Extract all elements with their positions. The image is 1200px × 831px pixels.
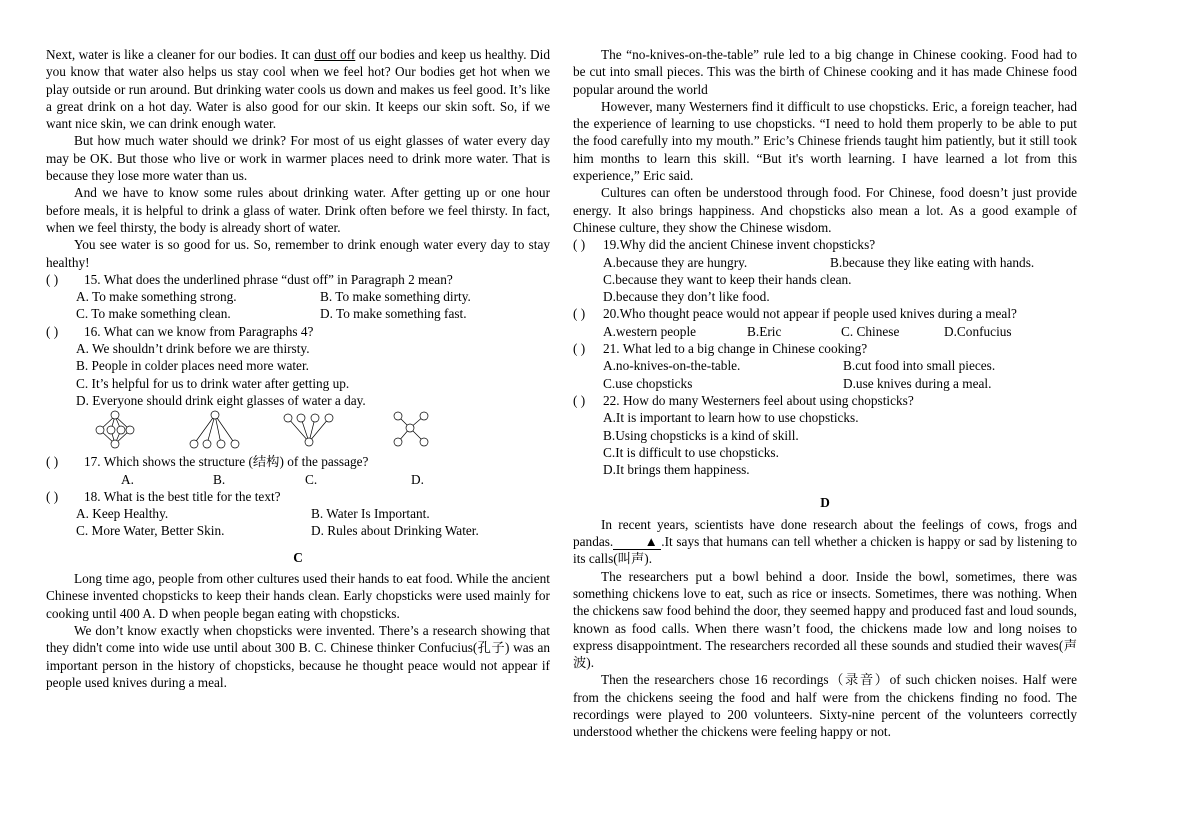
passage-d-paragraph-1: In recent years, scientists have done research about the feelings of cows, frogs and pandas. ▲ .It says that humans can tell whether a chicken is happy or sad by listening to its calls(叫声). bbox=[573, 516, 1077, 567]
structure-diagrams bbox=[46, 410, 550, 450]
option-c: C. Chinese bbox=[841, 323, 900, 339]
option-b: B.cut food into small pieces. bbox=[843, 358, 996, 374]
question-22-options bbox=[573, 409, 1077, 478]
option-d: D. Rules about Drinking Water. bbox=[311, 523, 479, 539]
option-c: C. To make something clean. bbox=[76, 306, 231, 322]
question-16-options bbox=[46, 340, 550, 409]
question-19: ( ) 19.Why did the ancient Chinese invent chopsticks? bbox=[573, 237, 876, 253]
fill-in-blank[interactable]: ▲ bbox=[613, 535, 661, 550]
question-19-options bbox=[573, 254, 1077, 306]
option-d: D.because they don’t like food. bbox=[603, 289, 770, 305]
option-b: B. To make something dirty. bbox=[320, 289, 471, 305]
option-d: D. bbox=[411, 471, 424, 487]
option-d: D.It brings them happiness. bbox=[603, 462, 750, 478]
question-15-options bbox=[46, 288, 550, 323]
option-a: A. To make something strong. bbox=[76, 289, 237, 305]
answer-blank[interactable]: ( ) bbox=[573, 392, 586, 408]
question-20-options bbox=[573, 323, 1077, 340]
option-a: A. Keep Healthy. bbox=[76, 506, 169, 522]
option-b: B. bbox=[213, 471, 226, 487]
passage-d-paragraph-3: Then the researchers chose 16 recordings（录音）of such chicken noises. Half were from the chickens seeing the food and half were from the chickens finding no food. The recordings were played to 200 volunteers. Sixty-nine percent of the volunteers correctly understood whether the chickens were feeling happy or not. bbox=[573, 672, 1077, 740]
passage-c-paragraph-1: Long time ago, people from other cultures used their hands to eat food. While the ancient Chinese invented chopsticks to keep their hands clean. Early chopsticks were used mainly for cooking until 400 A. D when people began eating with chopsticks. bbox=[46, 571, 550, 621]
option-d: D.Confucius bbox=[944, 323, 1012, 339]
question-18: ( ) 18. What is the best title for the text? bbox=[46, 488, 281, 504]
option-c: C.because they want to keep their hands clean. bbox=[603, 271, 852, 287]
section-heading-c: C bbox=[293, 549, 303, 565]
passage-b-paragraph-2: But how much water should we drink? For most of us eight glasses of water every day may be OK. But those who live or work in warmer places need to drink more water. That is because they lose more water than us. bbox=[46, 133, 550, 184]
option-c: C. It’s helpful for us to drink water after getting up. bbox=[76, 375, 350, 391]
question-16: ( ) 16. What can we know from Paragraphs 4? bbox=[46, 323, 314, 339]
structure-diagram-d bbox=[390, 410, 434, 450]
option-c: C.use chopsticks bbox=[603, 375, 693, 391]
question-17-options bbox=[46, 471, 550, 488]
option-b: B.Using chopsticks is a kind of skill. bbox=[603, 427, 799, 443]
passage-c-paragraph-4: However, many Westerners find it difficult to use chopsticks. Eric, a foreign teacher, had the experience of learning to use chopsticks. “I need to hold them properly to be able to put the food carefully into my mouth.” Eric’s Chinese friends taught him patiently, but it still took him months to learn this skill. “But it's worth learning. I have learned a lot from this experience,” Eric said. bbox=[573, 98, 1077, 184]
option-d: D.use knives during a meal. bbox=[843, 375, 992, 391]
left-column bbox=[46, 46, 550, 691]
option-a: A.western people bbox=[603, 323, 697, 339]
passage-c-paragraph-3: The “no-knives-on-the-table” rule led to a big change in Chinese cooking. Food had to be cut into small pieces. This was the birth of Chinese cooking and it has made Chinese food popular around the world bbox=[573, 47, 1077, 97]
question-21: ( ) 21. What led to a big change in Chinese cooking? bbox=[573, 341, 868, 357]
answer-blank[interactable]: ( ) bbox=[46, 323, 59, 339]
option-d: D. Everyone should drink eight glasses of water a day. bbox=[76, 392, 366, 408]
answer-blank[interactable]: ( ) bbox=[573, 237, 586, 253]
answer-blank[interactable]: ( ) bbox=[46, 271, 59, 287]
answer-blank[interactable]: ( ) bbox=[46, 454, 59, 470]
option-b: B. People in colder places need more water. bbox=[76, 358, 309, 374]
structure-diagram-c bbox=[282, 410, 336, 450]
option-c: C. More Water, Better Skin. bbox=[76, 523, 225, 539]
question-15: ( ) 15. What does the underlined phrase “dust off” in Paragraph 2 mean? bbox=[46, 271, 453, 287]
option-a: A. bbox=[121, 471, 134, 487]
option-b: B.because they like eating with hands. bbox=[830, 254, 1035, 270]
question-20: ( ) 20.Who thought peace would not appear if people used knives during a meal? bbox=[573, 306, 1017, 322]
passage-b-paragraph-4: You see water is so good for us. So, remember to drink enough water every day to stay healthy! bbox=[46, 237, 550, 270]
answer-blank[interactable]: ( ) bbox=[573, 306, 586, 322]
structure-diagram-a bbox=[92, 410, 138, 450]
question-17: ( ) 17. Which shows the structure (结构) of the passage? bbox=[46, 454, 369, 470]
option-b: B. Water Is Important. bbox=[311, 506, 430, 522]
question-21-options bbox=[573, 357, 1077, 392]
option-a: A.It is important to learn how to use chopsticks. bbox=[603, 410, 859, 426]
option-c: C.It is difficult to use chopsticks. bbox=[603, 444, 779, 460]
answer-blank[interactable]: ( ) bbox=[46, 488, 59, 504]
underlined-phrase: dust off bbox=[314, 47, 356, 62]
option-a: A.no-knives-on-the-table. bbox=[603, 358, 741, 374]
passage-b-paragraph-3: And we have to know some rules about drinking water. After getting up or one hour before meals, it is helpful to drink a glass of water. Drink often before we feel thirsty. In fact, when we feel thirsty, the body is already short of water. bbox=[46, 185, 550, 235]
passage-b-paragraph-1: Next, water is like a cleaner for our bodies. It can dust off our bodies and keep us healthy. Did you know that water also helps us stay cool when we feel hot? Our bodies get hot when we play outside or run around. But drinking water cools us down and makes us feel good. It’s like a great drink on a hot day. Water is also good for our skin. It keeps our skin soft. So, if we want nice skin, we can drink enough water. bbox=[46, 47, 550, 132]
structure-diagram-b bbox=[188, 410, 242, 450]
question-18-options bbox=[46, 505, 550, 540]
question-22: ( ) 22. How do many Westerners feel about using chopsticks? bbox=[573, 392, 914, 408]
option-b: B.Eric bbox=[747, 323, 782, 339]
option-d: D. To make something fast. bbox=[320, 306, 467, 322]
passage-c-paragraph-2: We don’t know exactly when chopsticks were invented. There’s a research showing that they didn't come into wide use until about 300 B. C. Chinese thinker Confucius(孔子) was an important person in the history of chopsticks, because he thought peace would not appear if people used knives during a meal. bbox=[46, 622, 550, 690]
passage-c-paragraph-5: Cultures can often be understood through food. For Chinese, food doesn’t just provide energy. It also brings happiness. And chopsticks also mean a lot. As a good example of Chinese culture, they show the Chinese wisdom. bbox=[573, 185, 1077, 235]
right-column bbox=[573, 46, 1077, 741]
passage-d-paragraph-2: The researchers put a bowl behind a door. Inside the bowl, sometimes, there was something chickens love to eat, such as rice or insects. Sometimes, there was nothing. When the chickens saw food behind the door, they seemed happy and produced fast and loud sounds, known as food calls. When there wasn’t food, the chickens made low and long noises to express disappointment. The researchers recorded all these sounds and studied their waves(声波). bbox=[573, 568, 1077, 671]
option-c: C. bbox=[305, 471, 318, 487]
section-heading-d: D bbox=[820, 495, 830, 511]
answer-blank[interactable]: ( ) bbox=[573, 341, 586, 357]
option-a: A. We shouldn’t drink before we are thirsty. bbox=[76, 341, 310, 357]
option-a: A.because they are hungry. bbox=[603, 254, 748, 270]
